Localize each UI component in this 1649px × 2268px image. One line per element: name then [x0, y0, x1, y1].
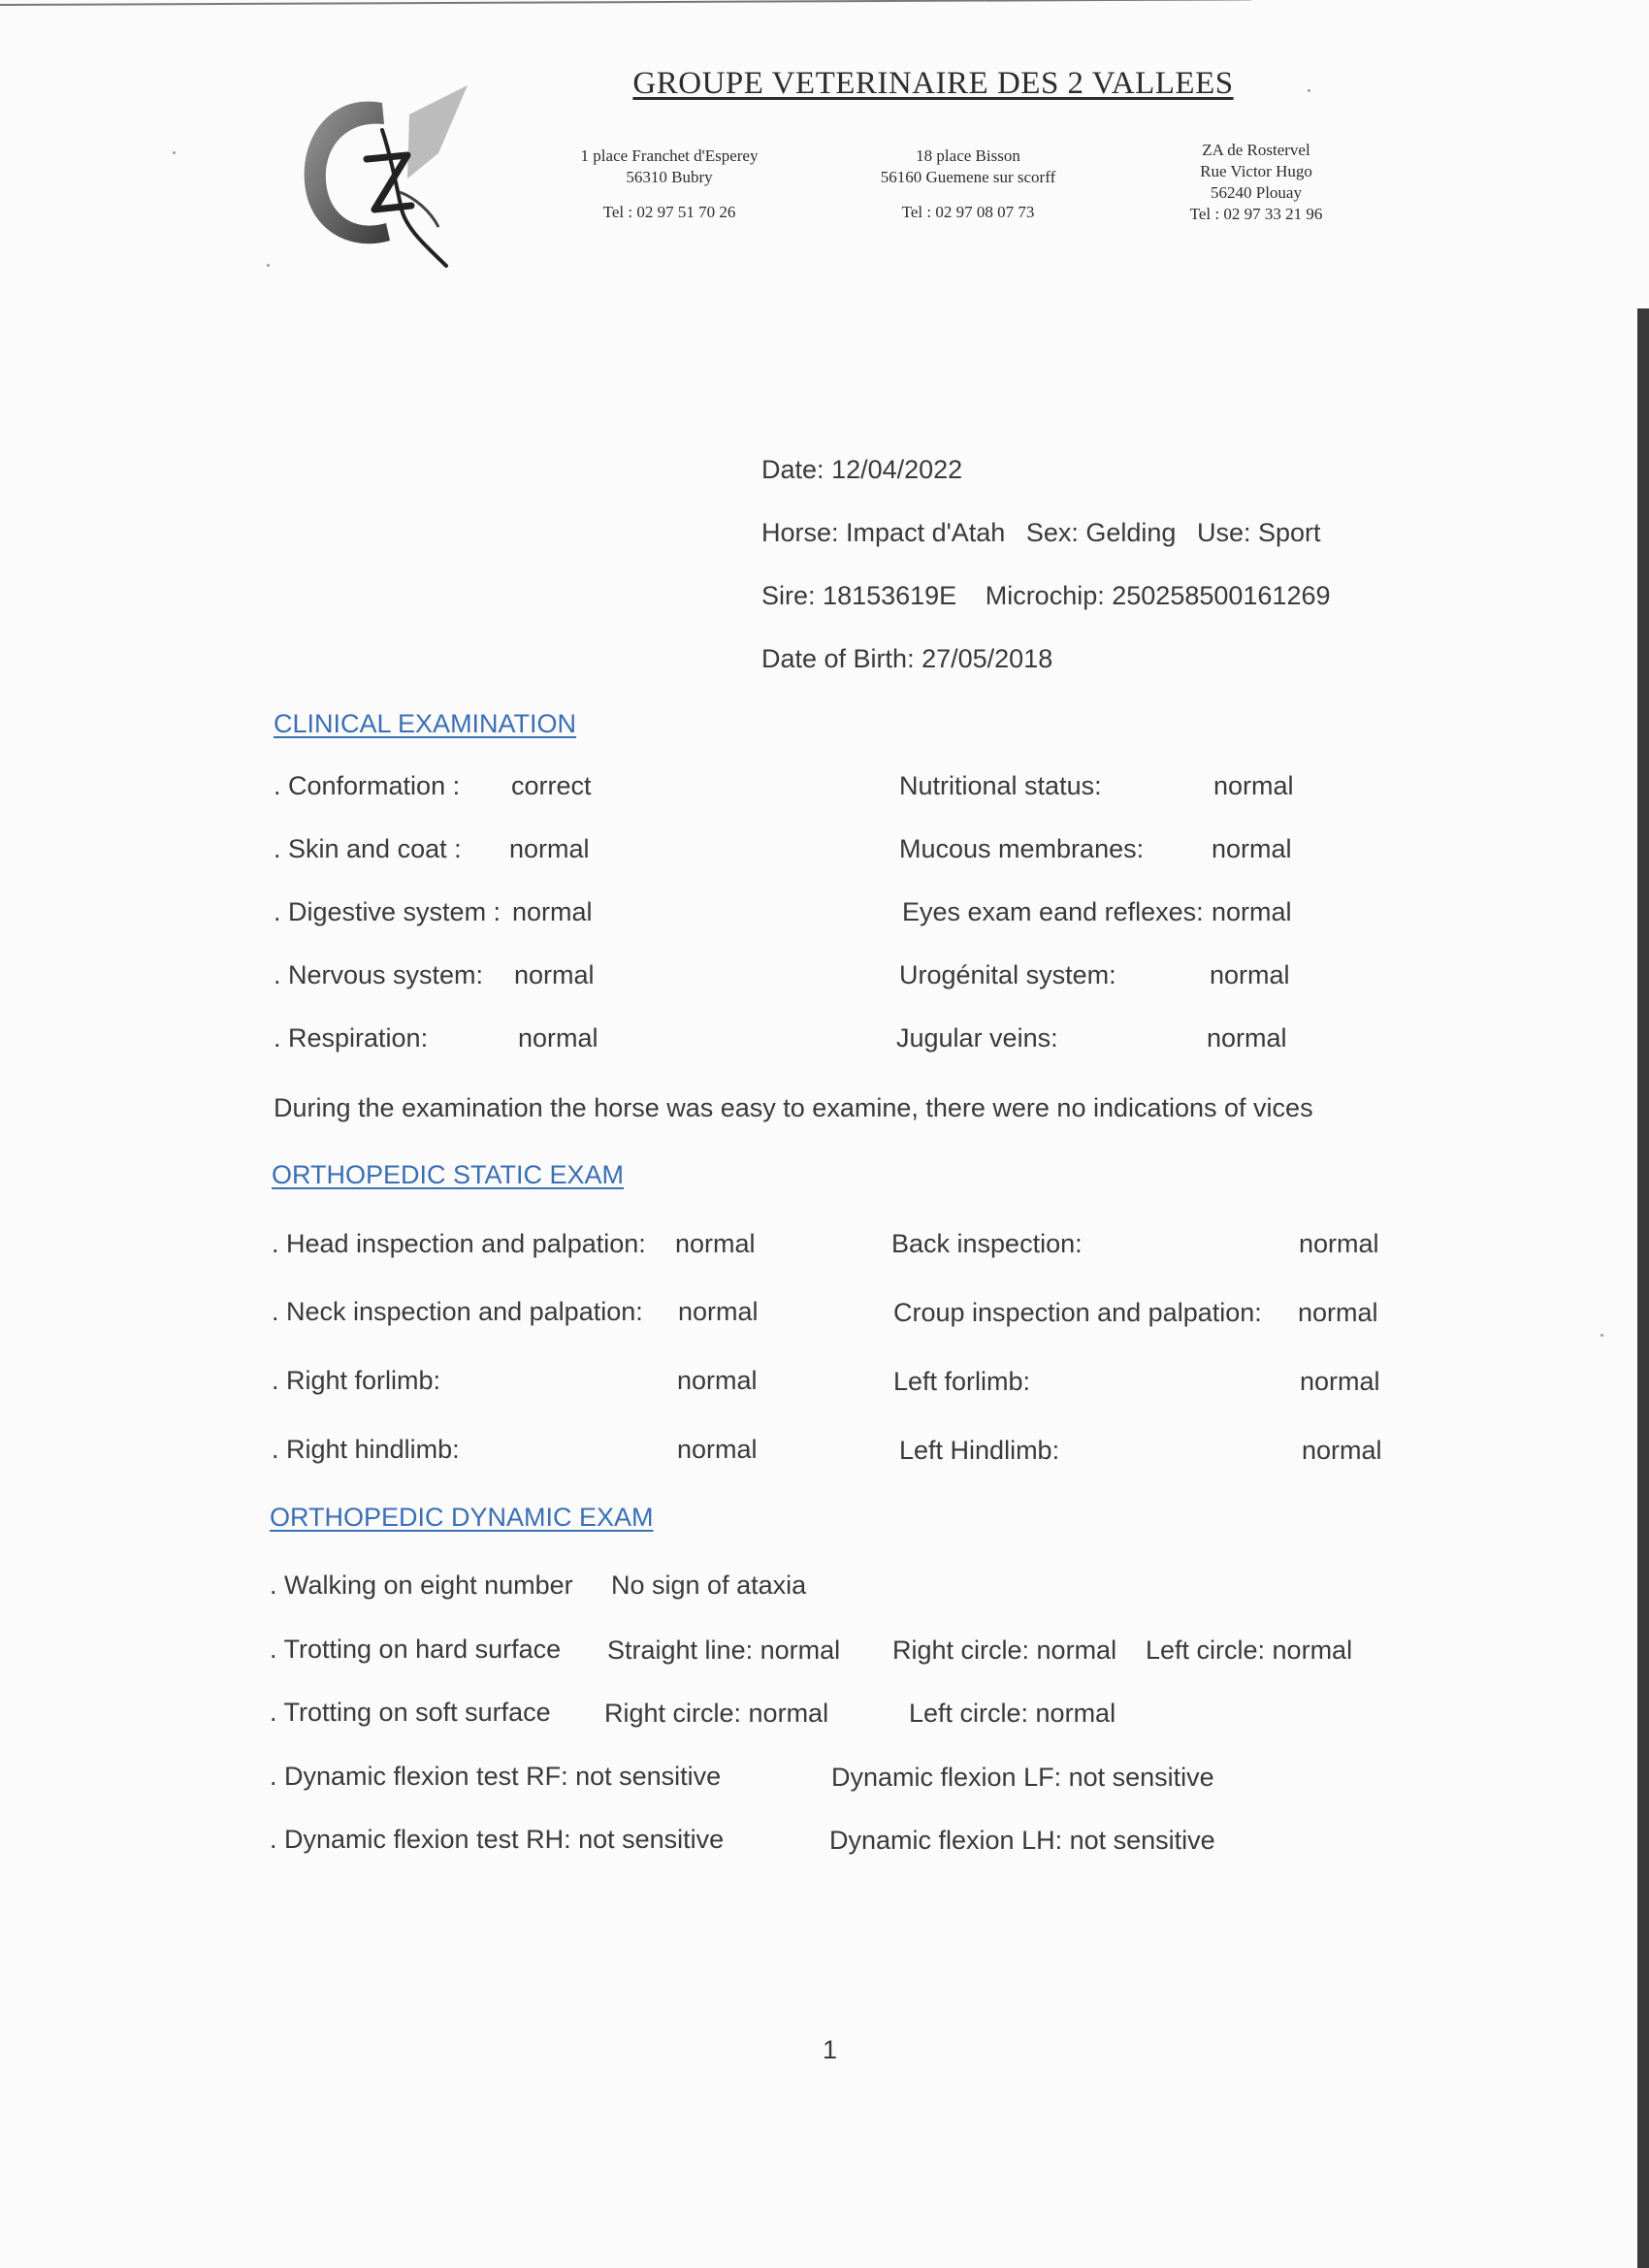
exam-label: Left Hindlimb: — [899, 1436, 1060, 1465]
microchip-label: Microchip: — [985, 581, 1105, 610]
flexion-test-lf: Dynamic flexion LF: not sensitive — [831, 1763, 1214, 1792]
exam-value: normal — [1299, 1229, 1379, 1258]
exam-value: normal — [518, 1023, 598, 1053]
date-line — [761, 454, 962, 485]
office-plouay — [1130, 140, 1382, 225]
exam-note: During the examination the horse was easy to examine, there were no indications of vices — [274, 1093, 1313, 1122]
date-value: 12/04/2022 — [831, 455, 963, 484]
exam-label: Back inspection: — [891, 1229, 1083, 1258]
sire-value: 18153619E — [823, 581, 957, 610]
exam-label: Croup inspection and palpation: — [893, 1298, 1262, 1327]
exam-value: normal — [678, 1297, 759, 1326]
dob-value: 27/05/2018 — [922, 644, 1053, 673]
exam-value: normal — [1298, 1298, 1378, 1327]
exam-label: . Nervous system: — [274, 960, 484, 989]
horse-name: Impact d'Atah — [846, 518, 1006, 547]
exam-value: normal — [1213, 771, 1294, 800]
exam-value: normal — [1302, 1436, 1382, 1465]
exam-value: normal — [1300, 1367, 1380, 1396]
walking-label: . Walking on eight number — [270, 1571, 573, 1600]
exam-value: normal — [512, 897, 593, 926]
exam-label: . Right hindlimb: — [272, 1435, 460, 1464]
horse-line — [761, 517, 1321, 548]
sex-label: Sex: — [1025, 518, 1079, 547]
office-phone: Tel : 02 97 33 21 96 — [1189, 205, 1323, 223]
exam-value: normal — [675, 1229, 756, 1258]
exam-label: Eyes exam eand reflexes: — [902, 897, 1204, 926]
use-label: Use: — [1196, 518, 1251, 547]
office-phone: Tel : 02 97 51 70 26 — [602, 203, 736, 221]
exam-label: Urogénital system: — [899, 960, 1116, 989]
exam-label: . Conformation : — [274, 771, 461, 800]
use-value: Sport — [1258, 518, 1321, 547]
microchip-value: 250258500161269 — [1112, 581, 1331, 610]
office-address-line: 56310 Bubry — [626, 168, 713, 186]
exam-label: . Right forlimb: — [272, 1366, 441, 1395]
exam-label: Nutritional status: — [899, 771, 1102, 800]
sire-line — [761, 580, 1331, 611]
scan-edge-right — [1637, 308, 1649, 2268]
exam-label: . Head inspection and palpation: — [272, 1229, 646, 1258]
office-phone: Tel : 02 97 08 07 73 — [901, 203, 1035, 221]
hard-surface-label: . Trotting on hard surface — [270, 1635, 562, 1664]
scan-edge-top — [0, 0, 1251, 6]
soft-left-circle: Left circle: normal — [909, 1699, 1116, 1728]
flexion-test-rh: . Dynamic flexion test RH: not sensitive — [270, 1825, 725, 1854]
exam-label: . Neck inspection and palpation: — [272, 1297, 643, 1326]
exam-label: Mucous membranes: — [899, 834, 1145, 863]
exam-value: normal — [1210, 960, 1290, 989]
date-label: Date: — [761, 455, 824, 484]
exam-value: normal — [1207, 1023, 1287, 1053]
dob-label: Date of Birth: — [761, 644, 915, 673]
horse-label: Horse: — [761, 518, 839, 547]
exam-value: normal — [1212, 834, 1292, 863]
office-guemene — [842, 146, 1094, 223]
flexion-test-lh: Dynamic flexion LH: not sensitive — [829, 1826, 1215, 1855]
office-address-line: 18 place Bisson — [916, 146, 1020, 165]
hard-left-circle: Left circle: normal — [1146, 1636, 1353, 1665]
static-exam-heading: ORTHOPEDIC STATIC EXAM — [272, 1160, 625, 1189]
office-address-line: 56240 Plouay — [1211, 183, 1302, 202]
clinic-name: GROUPE VETERINAIRE DES 2 VALLEES — [632, 66, 1234, 101]
hard-straight-line: Straight line: normal — [607, 1636, 841, 1665]
exam-value: normal — [677, 1366, 758, 1395]
office-address-line: ZA de Rostervel — [1202, 141, 1310, 159]
scan-speck — [267, 264, 270, 267]
scan-speck — [173, 151, 176, 154]
exam-label: . Digestive system : — [274, 897, 501, 926]
exam-value: correct — [511, 771, 592, 800]
dynamic-exam-heading: ORTHOPEDIC DYNAMIC EXAM — [270, 1503, 654, 1532]
walking-value: No sign of ataxia — [611, 1571, 807, 1600]
clinic-logo — [293, 85, 477, 270]
flexion-test-rf: . Dynamic flexion test RF: not sensitive — [270, 1762, 722, 1791]
soft-surface-label: . Trotting on soft surface — [270, 1698, 551, 1727]
soft-right-circle: Right circle: normal — [604, 1699, 829, 1728]
scan-speck — [1308, 89, 1310, 92]
office-address-line: Rue Victor Hugo — [1200, 162, 1312, 180]
clinical-exam-heading: CLINICAL EXAMINATION — [274, 709, 577, 738]
hard-right-circle: Right circle: normal — [892, 1636, 1117, 1665]
office-bubry — [543, 146, 795, 223]
office-address-line: 56160 Guemene sur scorff — [880, 168, 1056, 186]
dob-line — [761, 643, 1052, 674]
exam-label: Left forlimb: — [893, 1367, 1031, 1396]
sex-value: Gelding — [1085, 518, 1177, 547]
exam-value: normal — [509, 834, 590, 863]
exam-label: Jugular veins: — [896, 1023, 1058, 1053]
sire-label: Sire: — [761, 581, 816, 610]
exam-value: normal — [1212, 897, 1292, 926]
exam-value: normal — [514, 960, 595, 989]
exam-label: . Respiration: — [274, 1023, 429, 1053]
page-number: 1 — [823, 2035, 838, 2064]
office-address-line: 1 place Franchet d'Esperey — [580, 146, 759, 165]
exam-value: normal — [677, 1435, 758, 1464]
exam-label: . Skin and coat : — [274, 834, 462, 863]
scan-speck — [1600, 1334, 1603, 1337]
